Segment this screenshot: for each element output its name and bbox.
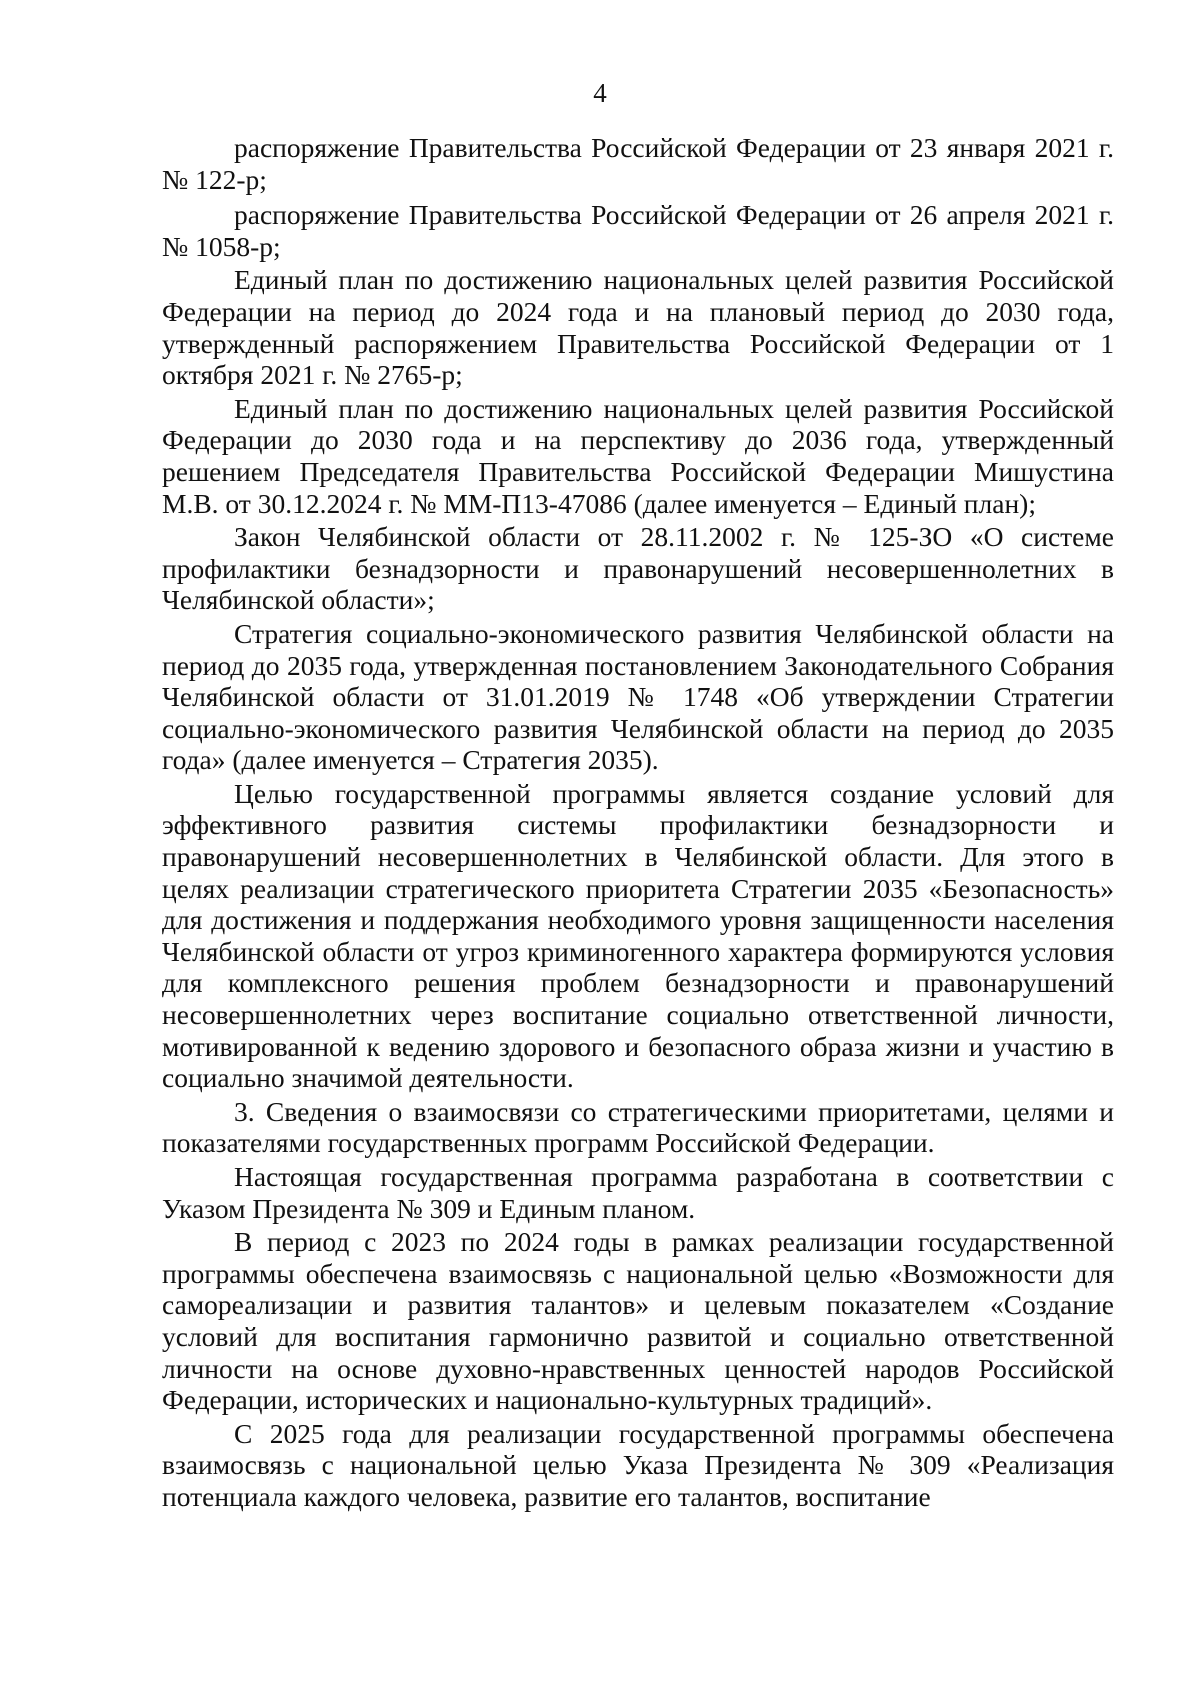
paragraph-2025-link: С 2025 года для реализации государственной программы обеспечена взаимосвязь с национальной целью Указа Президента № 309 «Реализация потенциала каждого человека, развитие его талантов, воспитание	[162, 1417, 1114, 1512]
paragraph-strategy-2035: Стратегия социально-экономического развития Челябинской области на период до 2035 года, утвержденная постановлением Законодательного Собрания Челябинской области от 31.01.2019 № 1748 «Об утверждении Стратегии социально-экономического развития Челябинской области на период до 2035 года» (далее именуется – Стратегия 2035).	[162, 617, 1114, 776]
paragraph-program-basis: Настоящая государственная программа разработана в соответствии с Указом Президента № 309 и Единым планом.	[162, 1161, 1114, 1224]
paragraph-government-order-1058: распоряжение Правительства Российской Федерации от 26 апреля 2021 г. № 1058-р;	[162, 199, 1114, 262]
paragraph-unified-plan-2030: Единый план по достижению национальных целей развития Российской Федерации на период до 2024 года и на плановый период до 2030 года, утвержденный распоряжением Правительства Российской Федерации от 1 октября 2021 г. № 2765-р;	[162, 264, 1114, 391]
paragraph-chelyabinsk-law: Закон Челябинской области от 28.11.2002 г. № 125-ЗО «О системе профилактики безнадзорности и правонарушений несовершеннолетних в Челябинской области»;	[162, 521, 1114, 616]
section-heading-3: 3. Сведения о взаимосвязи со стратегическими приоритетами, целями и показателями государственных программ Российской Федерации.	[162, 1095, 1114, 1159]
document-body	[162, 128, 1114, 1513]
paragraph-2023-2024-link: В период с 2023 по 2024 годы в рамках реализации государственной программы обеспечена взаимосвязь с национальной целью «Возможности для самореализации и развития талантов» и целевым показателем «Создание условий для воспитания гармонично развитой и социально ответственной личности на основе духовно-нравственных ценностей народов Российской Федерации, исторических и национально-культурных традиций».	[162, 1226, 1114, 1416]
page-number: 4	[593, 78, 607, 108]
paragraph-government-order-122: распоряжение Правительства Российской Федерации от 23 января 2021 г. № 122-р;	[162, 132, 1114, 195]
paragraph-program-goal: Целью государственной программы является создание условий для эффективного развития системы профилактики безнадзорности и правонарушений несовершеннолетних в Челябинской области. Для этого в целях реализации стратегического приоритета Стратегии 2035 «Безопасность» для достижения и поддержания необходимого уровня защищенности населения Челябинской области от угроз криминогенного характера формируются условия для комплексного решения проблем безнадзорности и правонарушений несовершеннолетних через воспитание социально ответственной личности, мотивированной к ведению здорового и безопасного образа жизни и участию в социально значимой деятельности.	[162, 777, 1114, 1094]
paragraph-unified-plan-2036: Единый план по достижению национальных целей развития Российской Федерации до 2030 года и на перспективу до 2036 года, утвержденный решением Председателя Правительства Российской Федерации Мишустина М.В. от 30.12.2024 г. № ММ-П13-47086 (далее именуется – Единый план);	[162, 392, 1114, 519]
